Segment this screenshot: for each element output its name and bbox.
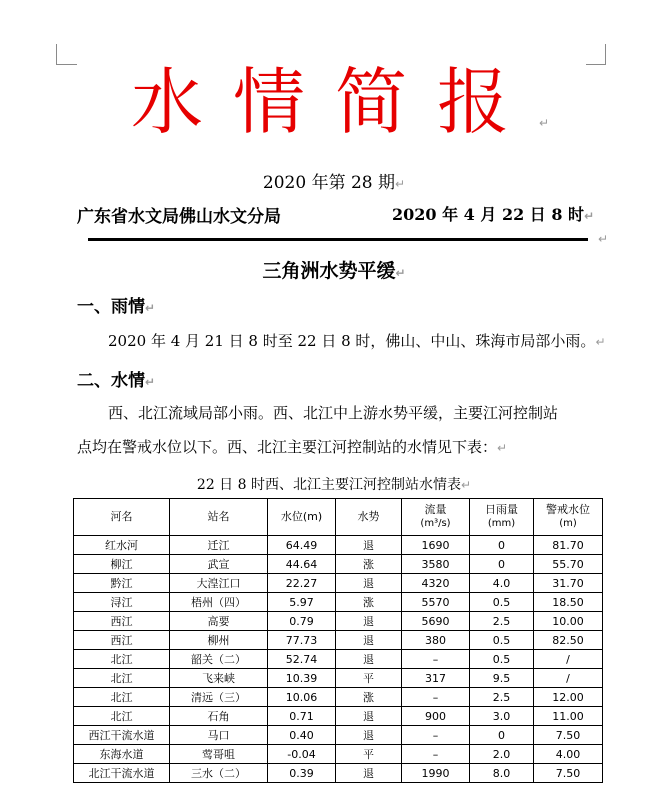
rain-cell: 2.0 (470, 745, 534, 764)
level-cell: 0.40 (268, 726, 336, 745)
header-warn-unit: (m) (559, 518, 577, 529)
table-row (74, 593, 603, 612)
table-row (74, 612, 603, 631)
crop-mark (586, 64, 606, 65)
level-cell: 0.71 (268, 707, 336, 726)
header-flow-label: 流量 (424, 503, 447, 516)
header-rule (88, 238, 588, 241)
trend-cell: 退 (336, 631, 402, 650)
trend-cell: 涨 (336, 555, 402, 574)
flow-cell: 4320 (402, 574, 470, 593)
flow-cell: 5570 (402, 593, 470, 612)
header-station: 站名 (170, 499, 268, 536)
warn-cell: / (534, 650, 603, 669)
flow-cell: 5690 (402, 612, 470, 631)
rain-cell: 2.5 (470, 612, 534, 631)
report-title: 水情简报↵ (130, 60, 550, 144)
flow-cell: 380 (402, 631, 470, 650)
trend-cell: 平 (336, 745, 402, 764)
table-row (74, 631, 603, 650)
level-cell: 44.64 (268, 555, 336, 574)
crop-mark (605, 44, 606, 65)
water-text-line-2: 点均在警戒水位以下。西、北江主要江河控制站的水情见下表：↵ (77, 438, 508, 456)
rain-heading: 一、雨情↵ (77, 297, 156, 317)
warn-cell: 11.00 (534, 707, 603, 726)
station-cell: 马口 (170, 726, 268, 745)
station-cell: 武宣 (170, 555, 268, 574)
level-cell: 0.79 (268, 612, 336, 631)
header-flow-unit: (m³/s) (420, 518, 451, 529)
headline: 三角洲水势平缓↵ (262, 260, 406, 282)
level-cell: 77.73 (268, 631, 336, 650)
trend-cell: 退 (336, 764, 402, 783)
level-cell: 10.06 (268, 688, 336, 707)
river-cell: 北江 (74, 650, 170, 669)
trend-cell: 平 (336, 669, 402, 688)
table-caption: 22 日 8 时西、北江主要江河控制站水情表↵ (196, 477, 472, 493)
level-cell: 10.39 (268, 669, 336, 688)
header-warn (534, 499, 603, 536)
flow-cell: 3580 (402, 555, 470, 574)
river-cell: 西江 (74, 612, 170, 631)
river-cell: 东海水道 (74, 745, 170, 764)
rain-cell: 0 (470, 555, 534, 574)
trend-cell: 退 (336, 536, 402, 555)
warn-cell: / (534, 669, 603, 688)
rain-cell: 0 (470, 536, 534, 555)
header-river: 河名 (74, 499, 170, 536)
trend-cell: 退 (336, 726, 402, 745)
crop-mark (56, 44, 57, 65)
water-heading: 二、水情↵ (77, 371, 156, 391)
river-cell: 黔江 (74, 574, 170, 593)
trend-cell: 退 (336, 650, 402, 669)
rain-cell: 0.5 (470, 593, 534, 612)
warn-cell: 7.50 (534, 764, 603, 783)
issue-number: 2020 年第 28 期↵ (262, 173, 406, 193)
station-cell: 莺哥咀 (170, 745, 268, 764)
station-cell: 高要 (170, 612, 268, 631)
station-cell: 三水（二） (170, 764, 268, 783)
warn-cell: 55.70 (534, 555, 603, 574)
rain-cell: 0 (470, 726, 534, 745)
river-cell: 西江 (74, 631, 170, 650)
crop-mark (56, 64, 77, 65)
issuing-organization: 广东省水文局佛山水文分局 (77, 207, 281, 227)
warn-cell: 7.50 (534, 726, 603, 745)
station-cell: 梧州（四） (170, 593, 268, 612)
table-row (74, 707, 603, 726)
station-cell: 飞来峡 (170, 669, 268, 688)
river-cell: 北江 (74, 669, 170, 688)
trend-cell: 退 (336, 707, 402, 726)
warn-cell: 18.50 (534, 593, 603, 612)
header-level: 水位(m) (268, 499, 336, 536)
report-date: 2020 年 4 月 22 日 8 时↵ (392, 205, 595, 224)
station-cell: 大湟江口 (170, 574, 268, 593)
header-trend: 水势 (336, 499, 402, 536)
warn-cell: 10.00 (534, 612, 603, 631)
header-flow (402, 499, 470, 536)
paragraph-mark: ↵ (598, 232, 609, 246)
trend-cell: 退 (336, 574, 402, 593)
level-cell: -0.04 (268, 745, 336, 764)
rain-cell: 9.5 (470, 669, 534, 688)
rain-text: 2020 年 4 月 21 日 8 时至 22 日 8 时，佛山、中山、珠海市局部小雨。↵ (108, 332, 606, 350)
rain-cell: 0.5 (470, 650, 534, 669)
river-cell: 北江 (74, 688, 170, 707)
river-cell: 西江干流水道 (74, 726, 170, 745)
rain-cell: 2.5 (470, 688, 534, 707)
warn-cell: 82.50 (534, 631, 603, 650)
level-cell: 22.27 (268, 574, 336, 593)
header-warn-label: 警戒水位 (546, 503, 590, 516)
table-row (74, 688, 603, 707)
river-cell: 北江 (74, 707, 170, 726)
header-rain (470, 499, 534, 536)
warn-cell: 4.00 (534, 745, 603, 764)
trend-cell: 退 (336, 612, 402, 631)
flow-cell: 317 (402, 669, 470, 688)
level-cell: 5.97 (268, 593, 336, 612)
header-rain-unit: (mm) (487, 518, 516, 529)
table-row (74, 764, 603, 783)
water-status-table (73, 498, 603, 783)
rain-cell: 3.0 (470, 707, 534, 726)
trend-cell: 涨 (336, 593, 402, 612)
trend-cell: 涨 (336, 688, 402, 707)
header-rain-label: 日雨量 (485, 503, 518, 516)
river-cell: 浔江 (74, 593, 170, 612)
rain-cell: 8.0 (470, 764, 534, 783)
warn-cell: 12.00 (534, 688, 603, 707)
rain-cell: 4.0 (470, 574, 534, 593)
flow-cell: – (402, 726, 470, 745)
table-row (74, 650, 603, 669)
level-cell: 64.49 (268, 536, 336, 555)
table-row (74, 536, 603, 555)
river-cell: 柳江 (74, 555, 170, 574)
station-cell: 清远（三） (170, 688, 268, 707)
water-text-line-1: 西、北江流域局部小雨。西、北江中上游水势平缓，主要江河控制站 (108, 404, 559, 422)
rain-cell: 0.5 (470, 631, 534, 650)
table-row (74, 574, 603, 593)
warn-cell: 31.70 (534, 574, 603, 593)
station-cell: 迁江 (170, 536, 268, 555)
flow-cell: 1690 (402, 536, 470, 555)
table-row (74, 669, 603, 688)
table-row (74, 745, 603, 764)
table-row (74, 555, 603, 574)
flow-cell: 1990 (402, 764, 470, 783)
river-cell: 红水河 (74, 536, 170, 555)
station-cell: 石角 (170, 707, 268, 726)
flow-cell: – (402, 650, 470, 669)
level-cell: 52.74 (268, 650, 336, 669)
table-row (74, 726, 603, 745)
station-cell: 韶关（二） (170, 650, 268, 669)
station-cell: 柳州 (170, 631, 268, 650)
level-cell: 0.39 (268, 764, 336, 783)
river-cell: 北江干流水道 (74, 764, 170, 783)
flow-cell: – (402, 688, 470, 707)
flow-cell: – (402, 745, 470, 764)
warn-cell: 81.70 (534, 536, 603, 555)
table-header-row (74, 499, 603, 536)
flow-cell: 900 (402, 707, 470, 726)
